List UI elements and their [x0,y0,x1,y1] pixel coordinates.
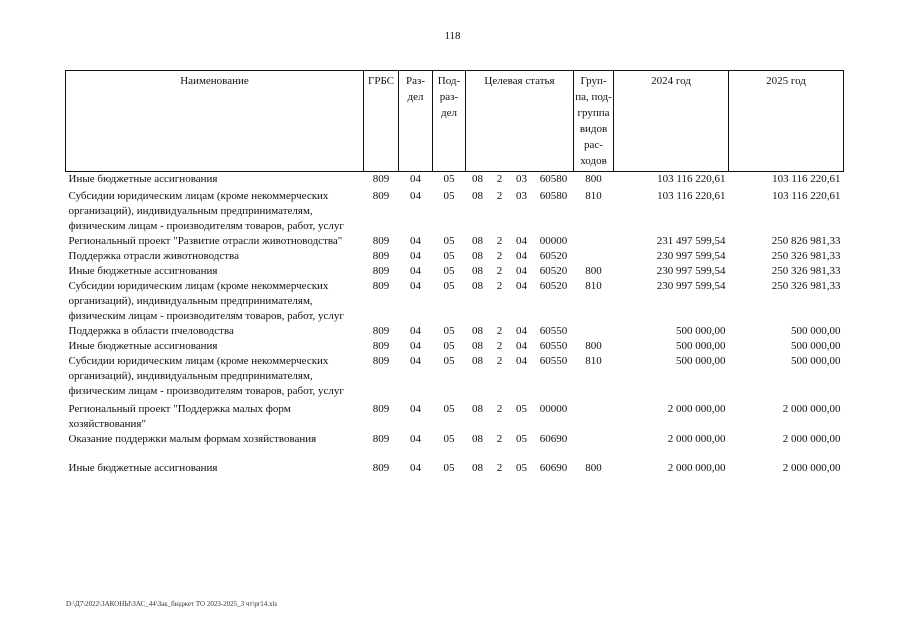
header-2025: 2025 год [729,71,844,172]
cell-cel-2: 2 [496,355,503,367]
cell-cel-2: 2 [496,433,503,445]
cell-2025: 500 000,00 [791,340,841,352]
table-row [66,339,844,354]
cell-podrazdel: 05 [433,172,466,188]
cell-podrazdel: 05 [443,265,455,277]
table-row [66,399,844,432]
cell-podrazdel: 05 [443,355,455,367]
cell-2025: 103 116 220,61 [729,172,844,188]
cell-2024: 2 000 000,00 [667,433,726,445]
cell-name: Субсидии юридическим лицам (кроме некоммерческих организаций), индивидуальным предпринимателям, физическим лицам - производителям товаров, работ, услуг [68,280,344,322]
cell-podrazdel: 05 [443,403,455,415]
cell-cel-4: 60520 [539,280,568,292]
header-celevaya-statya: Целевая статья [466,71,574,172]
table-row [66,354,844,399]
cell-razdel: 04 [410,403,421,415]
cell-podrazdel: 05 [443,340,455,352]
cell-cel-3: 04 [516,265,527,277]
header-2024: 2024 год [614,71,729,172]
cell-cel-1: 08 [472,280,483,292]
cell-razdel: 04 [410,190,421,202]
cell-grbs: 809 [372,280,390,292]
cell-razdel: 04 [410,280,421,292]
table-row [66,264,844,279]
cell-name: Региональный проект "Поддержка малых форм хозяйствования" [68,403,291,430]
table-header-row [66,71,844,172]
cell-cel-2: 2 [496,235,503,247]
cell-cel-2: 2 [490,172,510,188]
cell-cel-4: 60550 [539,340,568,352]
cell-cel-1: 08 [466,172,490,188]
cell-name: Региональный проект "Развитие отрасли животноводства" [68,235,343,247]
cell-cel-2: 2 [496,340,503,352]
cell-grbs: 809 [364,172,399,188]
cell-2025: 500 000,00 [791,355,841,367]
cell-cel-2: 2 [496,250,503,262]
cell-name: Иные бюджетные ассигнования [68,340,218,352]
cell-cel-1: 08 [472,265,483,277]
cell-razdel: 04 [410,250,421,262]
cell-name: Иные бюджетные ассигнования [66,172,364,188]
cell-grbs: 809 [372,250,390,262]
cell-2024: 2 000 000,00 [667,462,726,474]
cell-cel-2: 2 [496,403,503,415]
cell-cel-3: 04 [516,325,527,337]
cell-cel-1: 08 [472,462,483,474]
cell-cel-3: 05 [516,462,527,474]
cell-2024: 500 000,00 [676,355,726,367]
cell-2025: 2 000 000,00 [782,462,841,474]
cell-razdel: 04 [399,172,433,188]
page-number: 118 [444,30,461,42]
cell-2024: 230 997 599,54 [656,250,726,262]
cell-2025: 250 326 981,33 [771,250,841,262]
cell-name: Оказание поддержки малым формам хозяйствования [68,433,317,445]
header-razdel: Раз- дел [399,71,433,172]
cell-podrazdel: 05 [443,433,455,445]
cell-vid-rashodov: 810 [585,280,602,292]
cell-2025: 250 826 981,33 [771,235,841,247]
cell-cel-3: 04 [516,235,527,247]
cell-cel-4: 60550 [539,355,568,367]
table-row [66,172,844,188]
cell-cel-3: 03 [516,190,527,202]
cell-vid-rashodov [574,432,614,447]
cell-razdel: 04 [410,340,421,352]
cell-cel-4: 60520 [539,265,568,277]
cell-name: Поддержка в области пчеловодства [68,325,234,337]
cell-podrazdel: 05 [443,462,455,474]
cell-2024: 103 116 220,61 [657,190,726,202]
cell-name: Поддержка отрасли животноводства [68,250,239,262]
cell-2024: 500 000,00 [676,340,726,352]
cell-2024: 500 000,00 [676,325,726,337]
cell-cel-4: 00000 [539,235,568,247]
table-row [66,324,844,339]
cell-cel-4: 60520 [539,250,568,262]
cell-vid-rashodov: 810 [585,190,602,202]
cell-vid-rashodov: 800 [585,462,602,474]
cell-cel-2: 2 [496,325,503,337]
cell-vid-rashodov [574,249,614,264]
cell-razdel: 04 [410,355,421,367]
table-row [66,187,844,234]
cell-vid-rashodov: 800 [585,265,602,277]
table-row [66,447,844,476]
cell-grbs: 809 [372,265,390,277]
cell-podrazdel: 05 [443,250,455,262]
cell-vid-rashodov [574,399,614,432]
cell-2024: 2 000 000,00 [667,403,726,415]
table-row [66,279,844,324]
cell-2024: 230 997 599,54 [656,280,726,292]
cell-cel-3: 04 [516,340,527,352]
cell-vid-rashodov: 800 [574,172,614,188]
table-row [66,234,844,249]
cell-cel-3: 04 [516,250,527,262]
cell-vid-rashodov: 810 [585,355,602,367]
cell-podrazdel: 05 [443,325,455,337]
cell-cel-3: 04 [516,355,527,367]
cell-cel-3: 03 [510,172,534,188]
header-name: Наименование [66,71,364,172]
cell-cel-1: 08 [472,235,483,247]
cell-cel-4: 60580 [539,190,568,202]
cell-cel-1: 08 [472,403,483,415]
table-row [66,249,844,264]
header-grbs: ГРБС [364,71,399,172]
cell-grbs: 809 [372,403,390,415]
cell-2025: 250 326 981,33 [771,265,841,277]
cell-razdel: 04 [410,265,421,277]
budget-table [65,70,844,476]
cell-vid-rashodov: 800 [585,340,602,352]
cell-razdel: 04 [410,235,421,247]
cell-cel-1: 08 [472,325,483,337]
cell-grbs: 809 [372,235,390,247]
cell-2024: 231 497 599,54 [656,235,726,247]
cell-grbs: 809 [372,190,390,202]
cell-cel-4: 60580 [534,172,574,188]
cell-vid-rashodov [574,324,614,339]
cell-grbs: 809 [372,355,390,367]
cell-razdel: 04 [410,325,421,337]
cell-cel-4: 00000 [539,403,568,415]
cell-2025: 103 116 220,61 [772,190,841,202]
file-path-footer: D:\Д7\2022\ЗАКОНЫ\ЗАС_44\Зак_бюджет ТО 2023-2025_3 чт\pr14.xls [66,600,278,608]
cell-name: Иные бюджетные ассигнования [68,265,218,277]
table-row [66,432,844,447]
cell-cel-1: 08 [472,340,483,352]
cell-2025: 2 000 000,00 [782,403,841,415]
cell-name: Субсидии юридическим лицам (кроме некоммерческих организаций), индивидуальным предпринимателям, физическим лицам - производителям товаров, работ, услуг [68,355,344,397]
cell-grbs: 809 [372,433,390,445]
cell-2025: 2 000 000,00 [782,433,841,445]
cell-cel-3: 05 [516,433,527,445]
cell-name: Субсидии юридическим лицам (кроме некоммерческих организаций), индивидуальным предпринимателям, физическим лицам - производителям товаров, работ, услуг [68,190,344,232]
cell-podrazdel: 05 [443,280,455,292]
cell-cel-4: 60690 [539,462,568,474]
header-podrazdel: Под- раз- дел [433,71,466,172]
cell-2025: 250 326 981,33 [771,280,841,292]
cell-grbs: 809 [372,340,390,352]
cell-cel-4: 60690 [539,433,568,445]
cell-2024: 230 997 599,54 [656,265,726,277]
cell-cel-2: 2 [496,462,503,474]
cell-2024: 103 116 220,61 [614,172,729,188]
header-vid-rashodov: Груп- па, под- группа видов рас- ходов [574,71,614,172]
cell-grbs: 809 [372,325,390,337]
cell-vid-rashodov [574,234,614,249]
cell-2025: 500 000,00 [791,325,841,337]
cell-cel-1: 08 [472,433,483,445]
cell-cel-3: 05 [516,403,527,415]
cell-cel-1: 08 [472,355,483,367]
cell-podrazdel: 05 [443,190,455,202]
cell-razdel: 04 [410,433,421,445]
cell-cel-2: 2 [496,280,503,292]
cell-grbs: 809 [372,462,390,474]
cell-razdel: 04 [410,462,421,474]
cell-cel-1: 08 [472,250,483,262]
cell-cel-1: 08 [472,190,483,202]
cell-cel-4: 60550 [539,325,568,337]
cell-cel-3: 04 [516,280,527,292]
cell-name: Иные бюджетные ассигнования [68,462,218,474]
cell-cel-2: 2 [496,190,503,202]
cell-cel-2: 2 [496,265,503,277]
cell-podrazdel: 05 [443,235,455,247]
